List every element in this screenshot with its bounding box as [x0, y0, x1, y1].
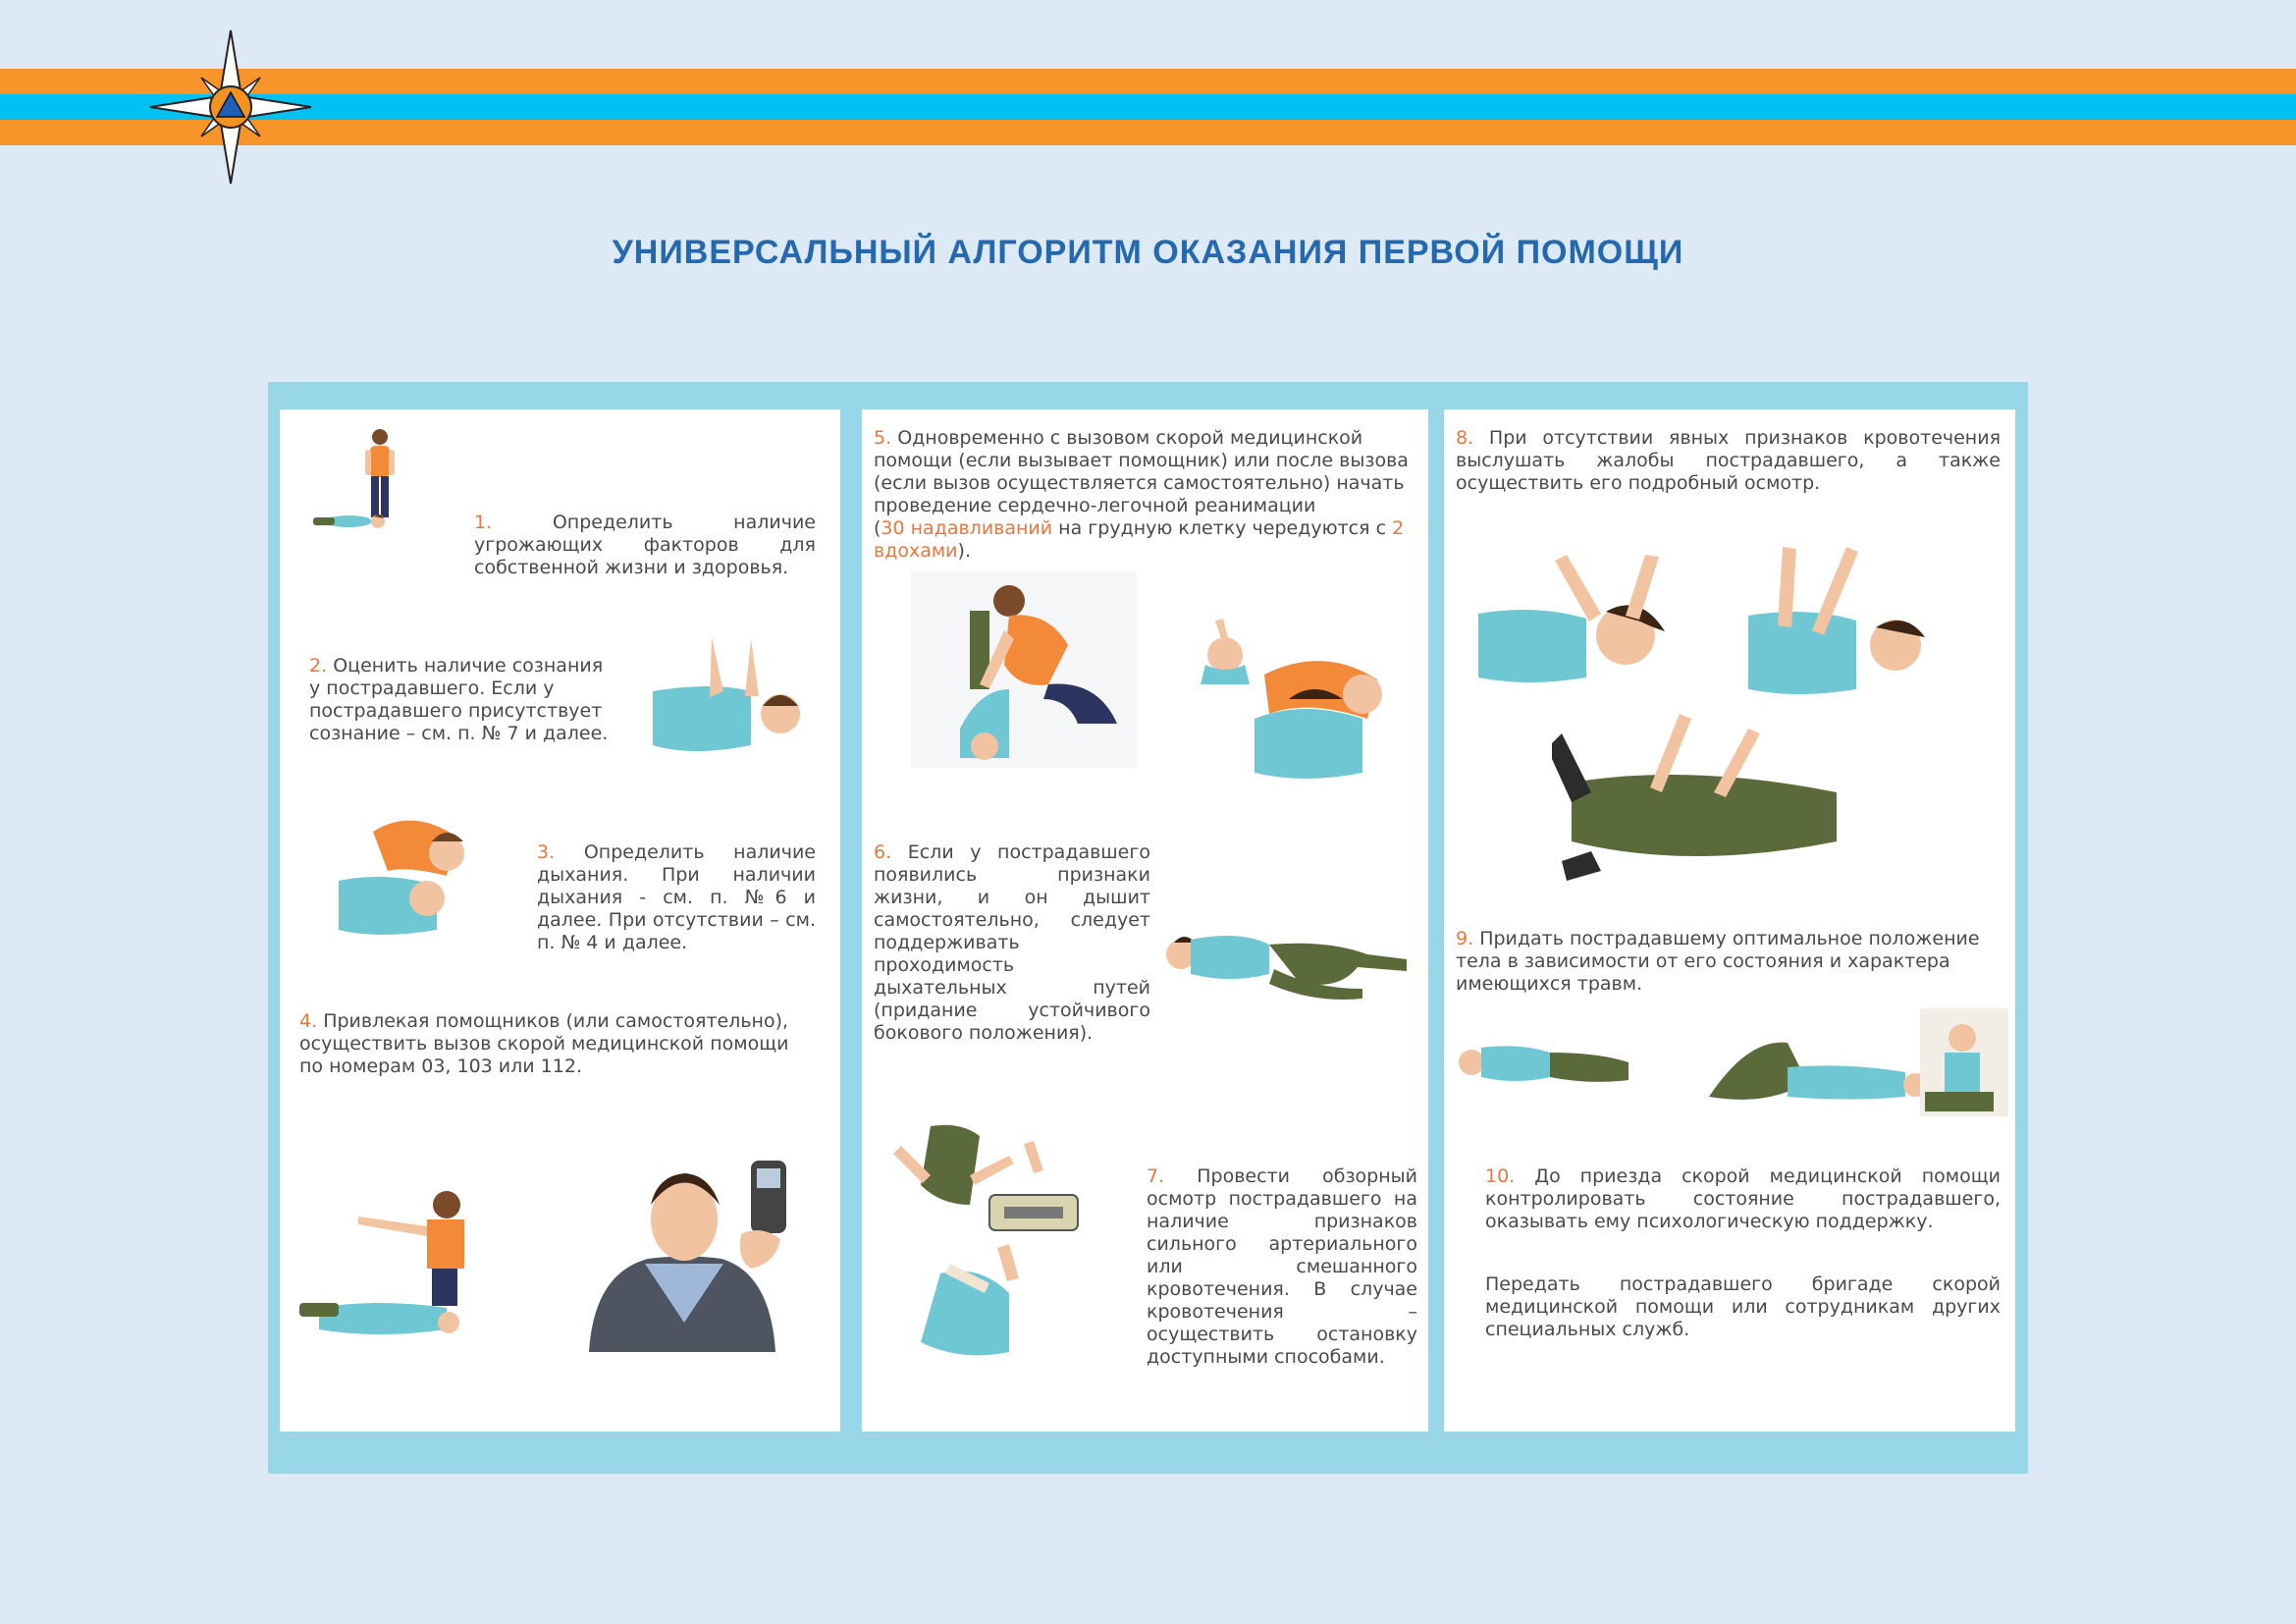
- poster-column-2: [862, 409, 1428, 1432]
- body-positions-icon: [1454, 1008, 2008, 1126]
- man-on-phone-icon: [574, 1156, 810, 1352]
- step-2-text: 2. Оценить наличие сознания у пострадавшего. Если у пострадавшего присутствует сознание – см. п. № 7 и далее.: [309, 655, 609, 744]
- rescuer-calling-for-help-icon: [299, 1175, 496, 1352]
- step-3-text: 3. Определить наличие дыхания. При наличии дыхания - см. п. №6 и далее. При отсутствии – см. п. № 4 и далее.: [537, 841, 817, 953]
- header-stripe-orange-top: [0, 69, 2296, 94]
- shoulder-shake-consciousness-icon: [643, 637, 820, 765]
- standing-rescuer-over-victim-icon: [309, 427, 427, 537]
- header-stripe-orange-bottom: [0, 120, 2296, 145]
- step-10-text: 10. До приезда скорой медицинской помощи контролировать состояние пострадавшего, оказывать ему психологическую поддержку.: [1485, 1165, 2001, 1232]
- breathing-check-icon: [334, 812, 491, 940]
- step-9-text: 9. Придать пострадавшему оптимальное положение тела в зависимости от его состояния и характера имеющихся травм.: [1456, 928, 1980, 995]
- step-8-text: 8. При отсутствии явных признаков кровотечения выслушать жалобы пострадавшего, а также осуществить его подробный осмотр.: [1456, 427, 2001, 494]
- final-instruction-text: Передать пострадавшего бригаде скорой медицинской помощи или сотрудникам других специальных служб.: [1485, 1273, 2001, 1340]
- recovery-position-icon: [1156, 915, 1421, 1003]
- step-7-text: 7. Провести обзорный осмотр пострадавшего на наличие признаков сильного артериального или смешанного кровотечения. В случае кровотечения – осуществить остановку доступными способами.: [1147, 1165, 1417, 1368]
- page-title: УНИВЕРСАЛЬНЫЙ АЛГОРИТМ ОКАЗАНИЯ ПЕРВОЙ ПОМОЩИ: [612, 234, 1684, 271]
- emergency-ministry-star-icon: [147, 27, 314, 187]
- first-aid-poster: [268, 382, 2028, 1474]
- header-stripe-blue: [0, 94, 2296, 120]
- poster-column-1: [280, 409, 840, 1432]
- step-5-text: 5. Одновременно с вызовом скорой медицинской помощи (если вызывает помощник) или после вызова (если вызов осуществляется самостоятельно) начать проведение сердечно-легочной реанимации (30 надавливаний на грудную клетку чередуются с 2 вдохами).: [874, 427, 1409, 562]
- poster-column-3: [1444, 409, 2015, 1432]
- step-4-text: 4. Привлекая помощников (или самостоятельно), осуществить вызов скорой медицинской помощи по номерам 03, 103 или 112.: [299, 1010, 789, 1077]
- head-examination-icon: [1478, 555, 1694, 702]
- step-1-text: 1. Определить наличие угрожающих факторов для собственной жизни и здоровья.: [474, 512, 817, 578]
- chest-examination-icon: [1738, 547, 1964, 714]
- leg-examination-icon: [1552, 714, 1846, 900]
- chest-compressions-icon: [911, 571, 1137, 768]
- rescue-breaths-icon: [1186, 616, 1402, 787]
- bleeding-control-icon: [891, 1116, 1088, 1372]
- step-6-text: 6. Если у пострадавшего появились признаки жизни, и он дышит самостоятельно, следует поддерживать проходимость дыхательных путей (придание устойчивого бокового положения).: [874, 841, 1150, 1044]
